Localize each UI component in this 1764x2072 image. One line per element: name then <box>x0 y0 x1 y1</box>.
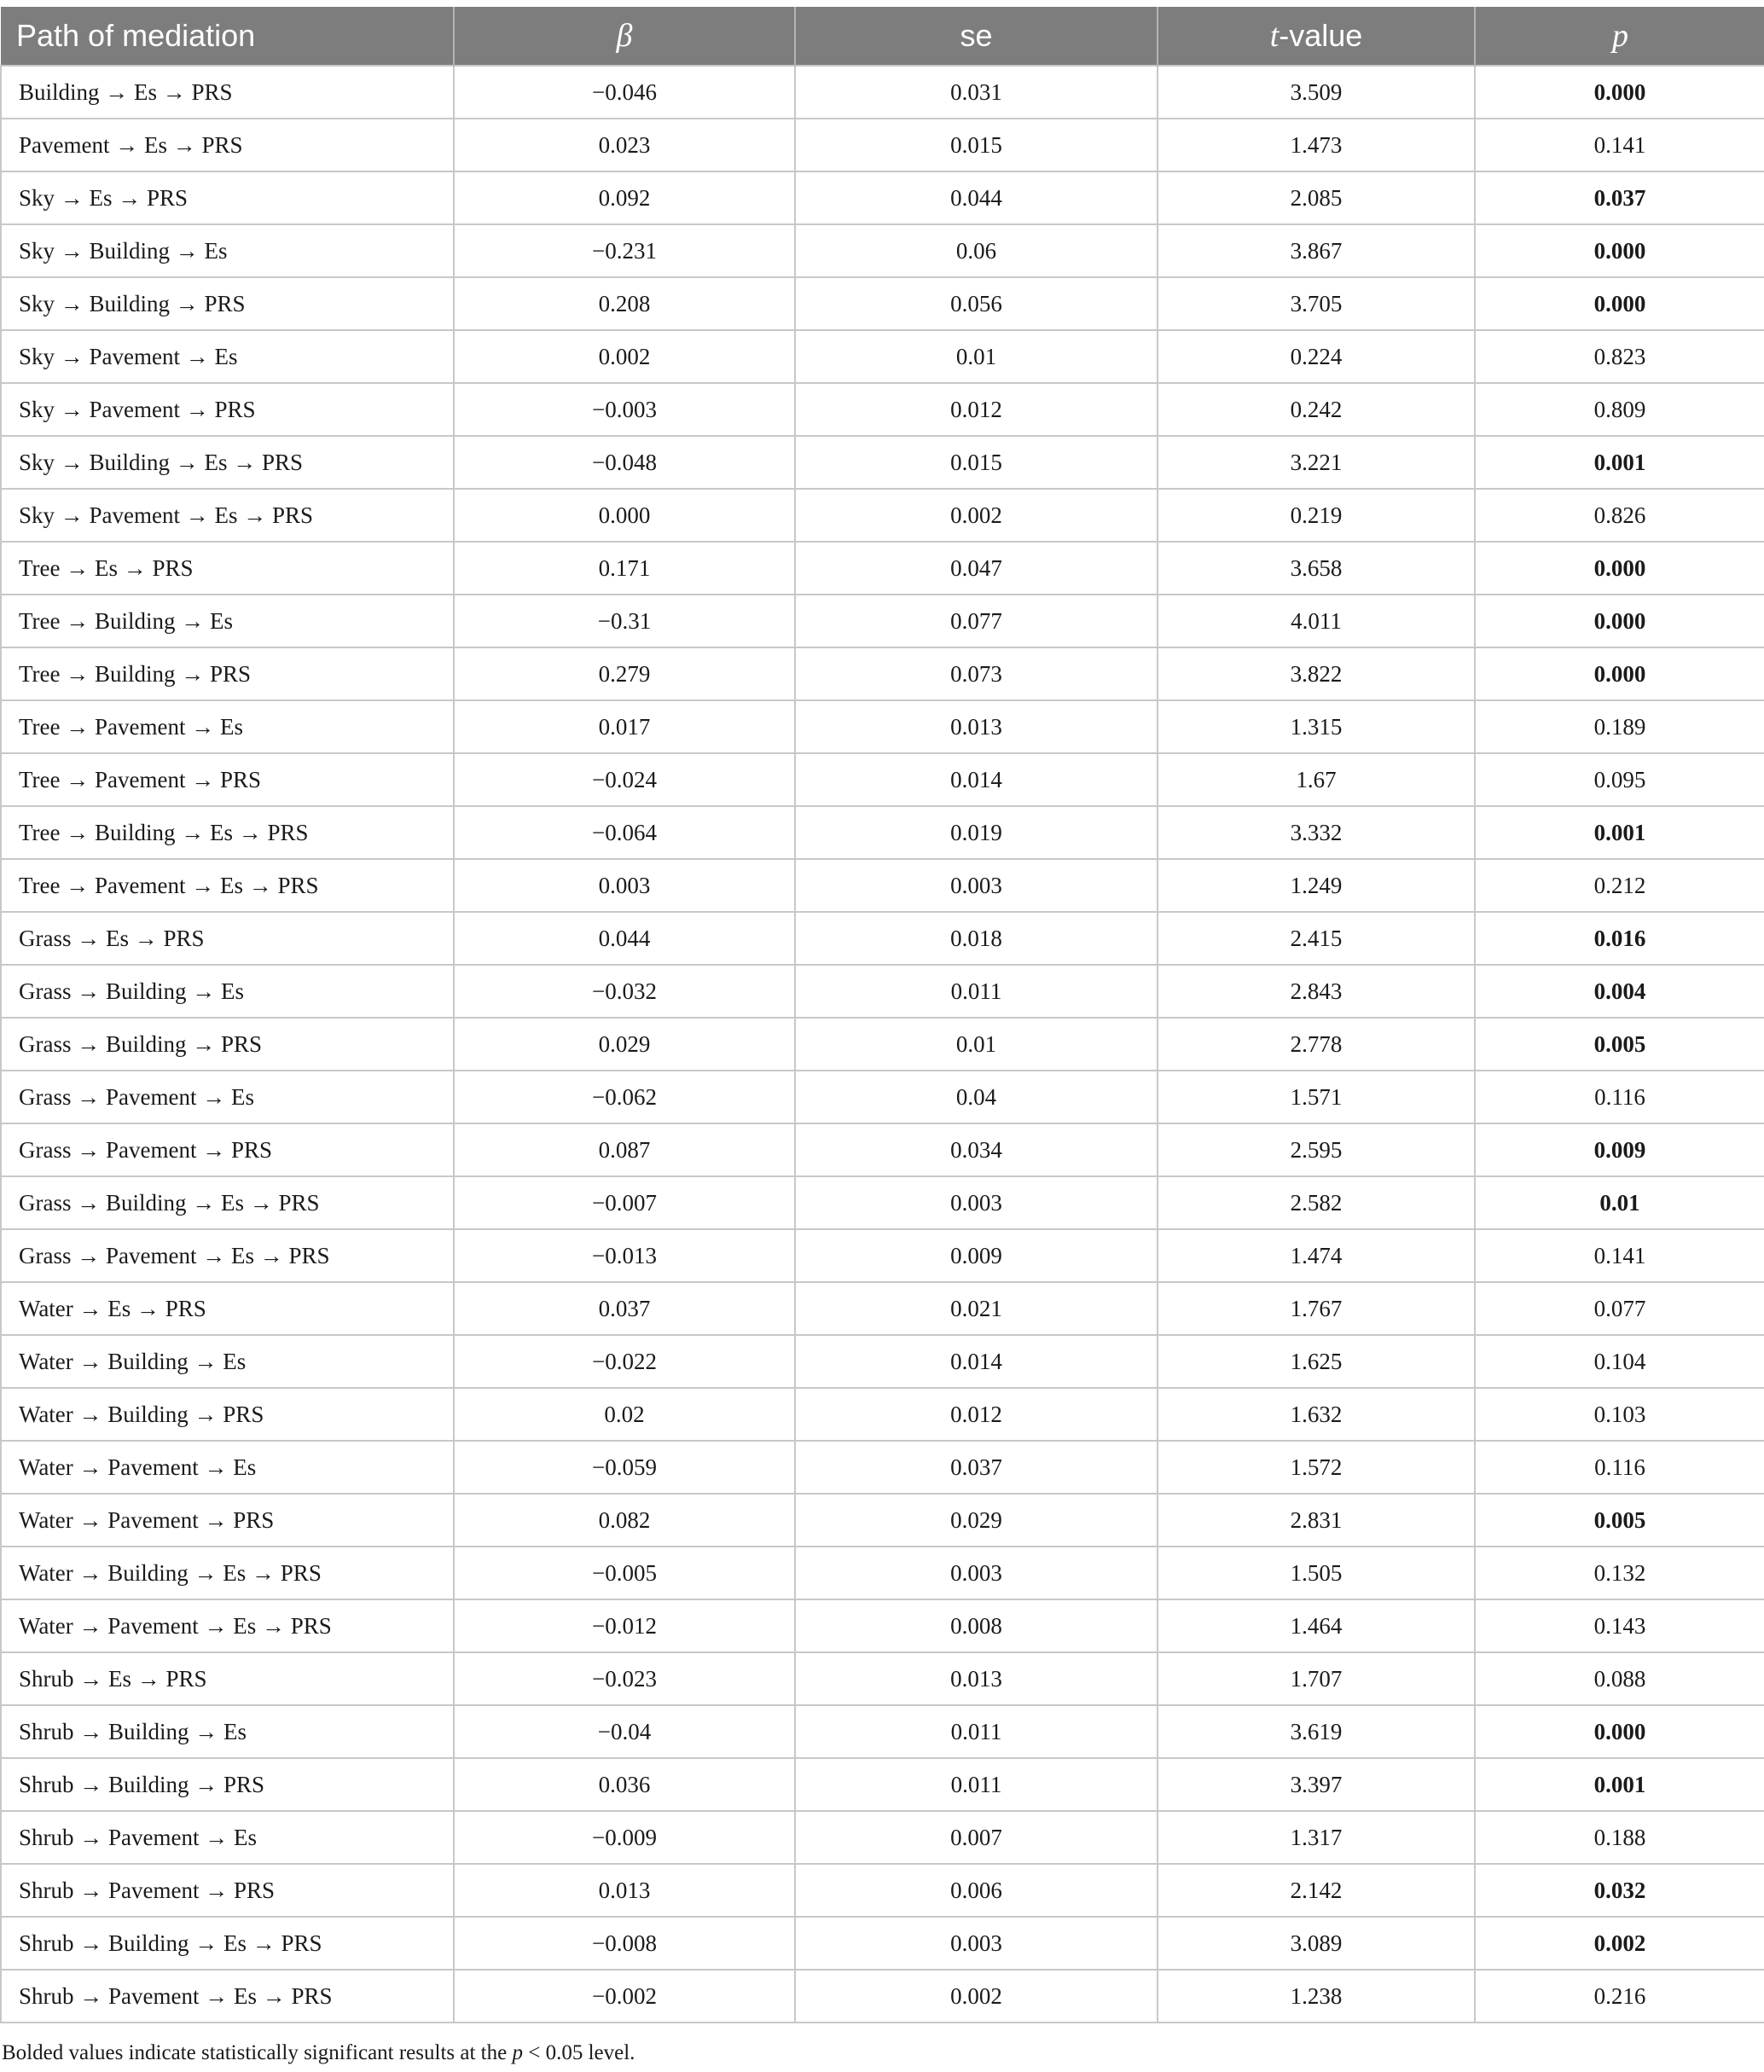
cell-path: Shrub → Es → PRS <box>1 1652 454 1705</box>
table-row <box>1 1970 1764 2023</box>
cell-beta: 0.000 <box>454 489 795 542</box>
cell-beta: −0.04 <box>454 1705 795 1758</box>
table-row <box>1 1388 1764 1441</box>
cell-se: 0.015 <box>795 436 1158 489</box>
header-p-italic: p <box>1612 18 1628 54</box>
cell-se: 0.014 <box>795 753 1158 806</box>
cell-t-value: 1.464 <box>1158 1599 1475 1652</box>
cell-beta: 0.029 <box>454 1018 795 1071</box>
table-body <box>1 66 1764 2023</box>
table-row <box>1 647 1764 700</box>
cell-p-value: 0.216 <box>1475 1970 1764 2023</box>
cell-p-value: 0.009 <box>1475 1123 1764 1176</box>
mediation-table-container <box>0 7 1764 2023</box>
header-t-italic: t <box>1269 18 1279 54</box>
cell-se: 0.002 <box>795 489 1158 542</box>
cell-p-value: 0.104 <box>1475 1335 1764 1388</box>
header-t-rest: -value <box>1279 18 1363 53</box>
cell-beta: −0.064 <box>454 806 795 859</box>
cell-se: 0.029 <box>795 1494 1158 1547</box>
cell-beta: −0.023 <box>454 1652 795 1705</box>
cell-path: Shrub → Building → PRS <box>1 1758 454 1811</box>
cell-se: 0.003 <box>795 1176 1158 1229</box>
cell-path: Water → Building → Es <box>1 1335 454 1388</box>
header-beta-symbol: β <box>616 18 633 54</box>
table-row <box>1 1652 1764 1705</box>
table-row <box>1 171 1764 224</box>
cell-p-value: 0.189 <box>1475 700 1764 753</box>
cell-p-value: 0.001 <box>1475 806 1764 859</box>
table-row <box>1 1282 1764 1335</box>
cell-t-value: 3.089 <box>1158 1917 1475 1970</box>
cell-t-value: 2.142 <box>1158 1864 1475 1917</box>
cell-beta: 0.002 <box>454 330 795 383</box>
cell-t-value: 1.767 <box>1158 1282 1475 1335</box>
cell-se: 0.006 <box>795 1864 1158 1917</box>
table-row <box>1 1864 1764 1917</box>
cell-p-value: 0.212 <box>1475 859 1764 912</box>
cell-path: Tree → Pavement → Es <box>1 700 454 753</box>
table-row <box>1 595 1764 647</box>
cell-se: 0.037 <box>795 1441 1158 1494</box>
table-row <box>1 383 1764 436</box>
cell-se: 0.002 <box>795 1970 1158 2023</box>
cell-path: Tree → Pavement → PRS <box>1 753 454 806</box>
cell-se: 0.056 <box>795 277 1158 330</box>
cell-p-value: 0.032 <box>1475 1864 1764 1917</box>
table-row <box>1 1071 1764 1123</box>
table-row <box>1 1335 1764 1388</box>
cell-beta: −0.032 <box>454 965 795 1018</box>
cell-beta: −0.059 <box>454 1441 795 1494</box>
table-row <box>1 1441 1764 1494</box>
table-row <box>1 1599 1764 1652</box>
cell-t-value: 1.473 <box>1158 119 1475 171</box>
cell-t-value: 1.317 <box>1158 1811 1475 1864</box>
header-p <box>1475 7 1764 66</box>
cell-p-value: 0.116 <box>1475 1441 1764 1494</box>
cell-path: Pavement → Es → PRS <box>1 119 454 171</box>
table-row <box>1 119 1764 171</box>
cell-t-value: 4.011 <box>1158 595 1475 647</box>
cell-p-value: 0.000 <box>1475 224 1764 277</box>
table-row <box>1 859 1764 912</box>
cell-t-value: 3.397 <box>1158 1758 1475 1811</box>
cell-p-value: 0.01 <box>1475 1176 1764 1229</box>
cell-beta: 0.036 <box>454 1758 795 1811</box>
cell-beta: −0.013 <box>454 1229 795 1282</box>
cell-se: 0.011 <box>795 1758 1158 1811</box>
cell-p-value: 0.005 <box>1475 1018 1764 1071</box>
cell-t-value: 3.658 <box>1158 542 1475 595</box>
cell-t-value: 1.625 <box>1158 1335 1475 1388</box>
cell-path: Water → Pavement → Es <box>1 1441 454 1494</box>
cell-t-value: 3.705 <box>1158 277 1475 330</box>
cell-beta: 0.003 <box>454 859 795 912</box>
cell-se: 0.012 <box>795 383 1158 436</box>
cell-p-value: 0.000 <box>1475 1705 1764 1758</box>
cell-se: 0.013 <box>795 700 1158 753</box>
cell-p-value: 0.132 <box>1475 1547 1764 1599</box>
cell-p-value: 0.016 <box>1475 912 1764 965</box>
cell-t-value: 1.238 <box>1158 1970 1475 2023</box>
footnote-p: p <box>512 2041 523 2064</box>
cell-beta: −0.008 <box>454 1917 795 1970</box>
cell-path: Sky → Pavement → Es <box>1 330 454 383</box>
cell-se: 0.034 <box>795 1123 1158 1176</box>
cell-path: Grass → Pavement → PRS <box>1 1123 454 1176</box>
cell-beta: −0.012 <box>454 1599 795 1652</box>
cell-p-value: 0.826 <box>1475 489 1764 542</box>
cell-beta: −0.009 <box>454 1811 795 1864</box>
table-row <box>1 542 1764 595</box>
cell-beta: 0.092 <box>454 171 795 224</box>
cell-beta: 0.279 <box>454 647 795 700</box>
cell-p-value: 0.809 <box>1475 383 1764 436</box>
cell-se: 0.009 <box>795 1229 1158 1282</box>
cell-t-value: 3.619 <box>1158 1705 1475 1758</box>
cell-p-value: 0.188 <box>1475 1811 1764 1864</box>
cell-beta: 0.02 <box>454 1388 795 1441</box>
cell-beta: 0.087 <box>454 1123 795 1176</box>
cell-beta: −0.022 <box>454 1335 795 1388</box>
cell-se: 0.021 <box>795 1282 1158 1335</box>
cell-se: 0.018 <box>795 912 1158 965</box>
table-row <box>1 277 1764 330</box>
cell-se: 0.031 <box>795 66 1158 119</box>
cell-t-value: 2.595 <box>1158 1123 1475 1176</box>
cell-beta: −0.062 <box>454 1071 795 1123</box>
table-row <box>1 1547 1764 1599</box>
cell-se: 0.06 <box>795 224 1158 277</box>
cell-se: 0.014 <box>795 1335 1158 1388</box>
cell-path: Tree → Es → PRS <box>1 542 454 595</box>
cell-t-value: 3.332 <box>1158 806 1475 859</box>
cell-se: 0.04 <box>795 1071 1158 1123</box>
cell-path: Water → Es → PRS <box>1 1282 454 1335</box>
table-row <box>1 965 1764 1018</box>
cell-se: 0.007 <box>795 1811 1158 1864</box>
cell-t-value: 1.249 <box>1158 859 1475 912</box>
table-row <box>1 1123 1764 1176</box>
header-path: Path of mediation <box>1 7 454 66</box>
cell-path: Shrub → Pavement → Es <box>1 1811 454 1864</box>
cell-path: Sky → Building → Es <box>1 224 454 277</box>
table-row <box>1 753 1764 806</box>
cell-se: 0.013 <box>795 1652 1158 1705</box>
cell-p-value: 0.088 <box>1475 1652 1764 1705</box>
mediation-table <box>0 7 1764 2023</box>
cell-t-value: 2.831 <box>1158 1494 1475 1547</box>
table-row <box>1 1705 1764 1758</box>
cell-t-value: 3.822 <box>1158 647 1475 700</box>
cell-p-value: 0.143 <box>1475 1599 1764 1652</box>
cell-path: Water → Building → Es → PRS <box>1 1547 454 1599</box>
cell-beta: −0.005 <box>454 1547 795 1599</box>
cell-path: Grass → Es → PRS <box>1 912 454 965</box>
table-footnote <box>2 2041 635 2065</box>
table-row <box>1 806 1764 859</box>
cell-p-value: 0.095 <box>1475 753 1764 806</box>
cell-path: Grass → Building → Es → PRS <box>1 1176 454 1229</box>
cell-t-value: 1.572 <box>1158 1441 1475 1494</box>
cell-path: Sky → Building → Es → PRS <box>1 436 454 489</box>
cell-se: 0.01 <box>795 330 1158 383</box>
header-se: se <box>795 7 1158 66</box>
cell-t-value: 1.315 <box>1158 700 1475 753</box>
table-row <box>1 1758 1764 1811</box>
cell-t-value: 2.415 <box>1158 912 1475 965</box>
cell-p-value: 0.000 <box>1475 542 1764 595</box>
cell-t-value: 2.085 <box>1158 171 1475 224</box>
cell-beta: −0.31 <box>454 595 795 647</box>
cell-p-value: 0.004 <box>1475 965 1764 1018</box>
cell-t-value: 1.632 <box>1158 1388 1475 1441</box>
footnote-before: Bolded values indicate statistically significant results at the <box>2 2041 513 2064</box>
cell-se: 0.073 <box>795 647 1158 700</box>
cell-path: Shrub → Building → Es → PRS <box>1 1917 454 1970</box>
cell-p-value: 0.000 <box>1475 66 1764 119</box>
cell-path: Sky → Pavement → PRS <box>1 383 454 436</box>
table-row <box>1 66 1764 119</box>
cell-p-value: 0.000 <box>1475 647 1764 700</box>
cell-path: Grass → Building → Es <box>1 965 454 1018</box>
cell-path: Tree → Building → Es <box>1 595 454 647</box>
cell-p-value: 0.001 <box>1475 1758 1764 1811</box>
cell-beta: 0.044 <box>454 912 795 965</box>
table-row <box>1 1811 1764 1864</box>
cell-beta: 0.037 <box>454 1282 795 1335</box>
cell-se: 0.003 <box>795 859 1158 912</box>
cell-se: 0.01 <box>795 1018 1158 1071</box>
table-row <box>1 436 1764 489</box>
cell-t-value: 1.67 <box>1158 753 1475 806</box>
table-row <box>1 330 1764 383</box>
cell-t-value: 2.843 <box>1158 965 1475 1018</box>
table-header-row <box>1 7 1764 66</box>
cell-t-value: 0.219 <box>1158 489 1475 542</box>
cell-path: Shrub → Pavement → Es → PRS <box>1 1970 454 2023</box>
cell-t-value: 3.509 <box>1158 66 1475 119</box>
cell-p-value: 0.116 <box>1475 1071 1764 1123</box>
cell-p-value: 0.000 <box>1475 277 1764 330</box>
cell-path: Shrub → Pavement → PRS <box>1 1864 454 1917</box>
cell-p-value: 0.077 <box>1475 1282 1764 1335</box>
cell-se: 0.011 <box>795 1705 1158 1758</box>
cell-path: Sky → Building → PRS <box>1 277 454 330</box>
cell-beta: 0.208 <box>454 277 795 330</box>
cell-se: 0.015 <box>795 119 1158 171</box>
cell-p-value: 0.141 <box>1475 119 1764 171</box>
cell-beta: 0.171 <box>454 542 795 595</box>
cell-beta: 0.017 <box>454 700 795 753</box>
cell-path: Shrub → Building → Es <box>1 1705 454 1758</box>
cell-t-value: 1.505 <box>1158 1547 1475 1599</box>
cell-beta: 0.082 <box>454 1494 795 1547</box>
header-t-value <box>1158 7 1475 66</box>
cell-beta: 0.023 <box>454 119 795 171</box>
header-beta <box>454 7 795 66</box>
cell-se: 0.011 <box>795 965 1158 1018</box>
cell-t-value: 3.867 <box>1158 224 1475 277</box>
cell-path: Grass → Pavement → Es <box>1 1071 454 1123</box>
cell-t-value: 2.582 <box>1158 1176 1475 1229</box>
cell-path: Building → Es → PRS <box>1 66 454 119</box>
table-row <box>1 912 1764 965</box>
cell-se: 0.012 <box>795 1388 1158 1441</box>
cell-beta: −0.231 <box>454 224 795 277</box>
cell-t-value: 3.221 <box>1158 436 1475 489</box>
cell-path: Grass → Pavement → Es → PRS <box>1 1229 454 1282</box>
cell-path: Water → Pavement → PRS <box>1 1494 454 1547</box>
cell-path: Tree → Building → Es → PRS <box>1 806 454 859</box>
table-row <box>1 489 1764 542</box>
cell-t-value: 0.242 <box>1158 383 1475 436</box>
cell-beta: −0.007 <box>454 1176 795 1229</box>
cell-path: Water → Building → PRS <box>1 1388 454 1441</box>
table-row <box>1 1018 1764 1071</box>
cell-p-value: 0.005 <box>1475 1494 1764 1547</box>
table-row <box>1 1176 1764 1229</box>
cell-se: 0.047 <box>795 542 1158 595</box>
table-row <box>1 1917 1764 1970</box>
table-row <box>1 1494 1764 1547</box>
table-row <box>1 224 1764 277</box>
cell-path: Sky → Es → PRS <box>1 171 454 224</box>
cell-beta: −0.002 <box>454 1970 795 2023</box>
cell-se: 0.044 <box>795 171 1158 224</box>
cell-se: 0.019 <box>795 806 1158 859</box>
cell-beta: −0.024 <box>454 753 795 806</box>
cell-beta: 0.013 <box>454 1864 795 1917</box>
cell-beta: −0.048 <box>454 436 795 489</box>
footnote-after: < 0.05 level. <box>522 2041 635 2064</box>
cell-p-value: 0.823 <box>1475 330 1764 383</box>
cell-se: 0.003 <box>795 1917 1158 1970</box>
table-row <box>1 1229 1764 1282</box>
cell-beta: −0.046 <box>454 66 795 119</box>
cell-path: Grass → Building → PRS <box>1 1018 454 1071</box>
cell-path: Tree → Building → PRS <box>1 647 454 700</box>
cell-se: 0.008 <box>795 1599 1158 1652</box>
cell-p-value: 0.001 <box>1475 436 1764 489</box>
table-row <box>1 700 1764 753</box>
cell-t-value: 2.778 <box>1158 1018 1475 1071</box>
cell-p-value: 0.103 <box>1475 1388 1764 1441</box>
cell-t-value: 1.571 <box>1158 1071 1475 1123</box>
cell-p-value: 0.037 <box>1475 171 1764 224</box>
cell-t-value: 1.474 <box>1158 1229 1475 1282</box>
cell-se: 0.077 <box>795 595 1158 647</box>
cell-path: Sky → Pavement → Es → PRS <box>1 489 454 542</box>
cell-p-value: 0.000 <box>1475 595 1764 647</box>
cell-path: Water → Pavement → Es → PRS <box>1 1599 454 1652</box>
cell-t-value: 1.707 <box>1158 1652 1475 1705</box>
cell-beta: −0.003 <box>454 383 795 436</box>
cell-p-value: 0.002 <box>1475 1917 1764 1970</box>
cell-se: 0.003 <box>795 1547 1158 1599</box>
cell-path: Tree → Pavement → Es → PRS <box>1 859 454 912</box>
cell-t-value: 0.224 <box>1158 330 1475 383</box>
cell-p-value: 0.141 <box>1475 1229 1764 1282</box>
